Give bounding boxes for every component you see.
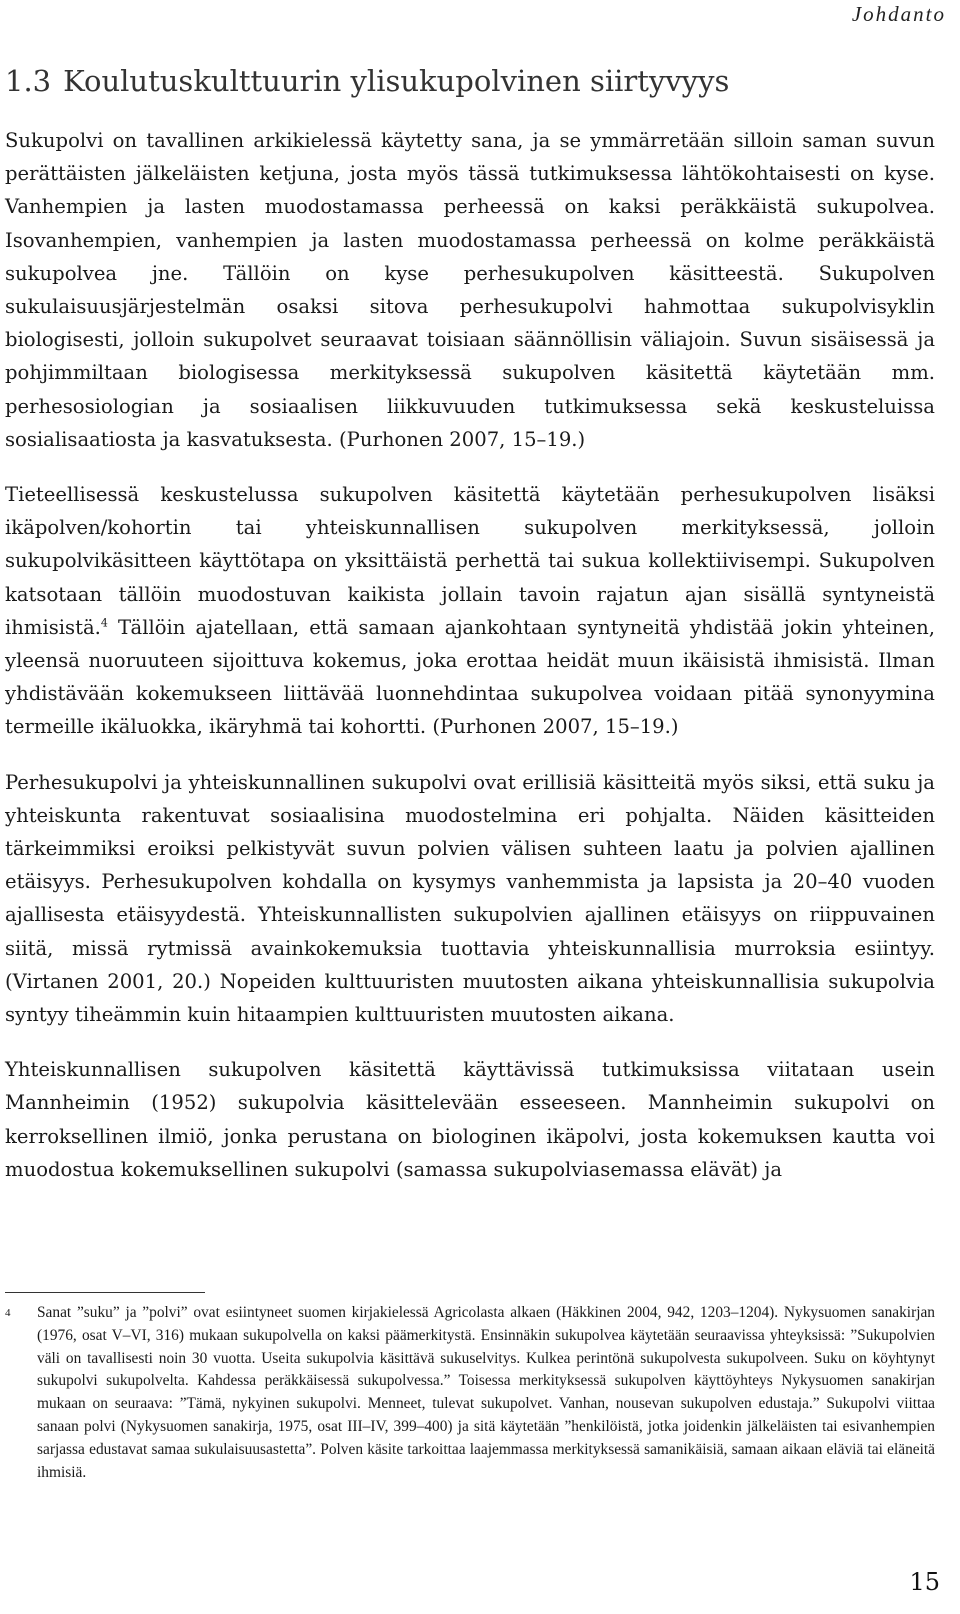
footnote-mark: 4	[5, 1307, 11, 1319]
footnote-text: Sanat ”suku” ja ”polvi” ovat esiintyneet suomen kirjakielessä Agricolasta alkaen (Häkkinen 2004, 942, 1203–1204). Nykysuomen sanakirjan (1976, osat V–VI, 316) mukaan sukupolvella on kaksi päämerkitystä. Ensinnäkin sukupolvea käytetään seuraavissa yhteyksissä: ”Sukupolvien väli on tavallisesti noin 30 vuotta. Useita sukupolvia käsittävä sukuselvitys. Kulkea perintönä sukupolvesta sukupolveen. Suku on köyhtynyt sukupolvi sukupolvelta. Kahdessa peräkkäisessä sukupolvessa.” Toisessa merkityksessä sukupolven käyttöyhteys Nykysuomen sanakirjan mukaan on seuraava: ”Tämä, nykyinen sukupolvi. Menneet, tulevat sukupolvet. Vanhan, nousevan sukupolven edustaja.” Sukupolvi viittaa sanaan polvi (Nykysuomen sanakirja, 1975, osat III–IV, 399–400) ja sitä käytetään ”henkilöistä, jotka joidenkin jälkeläisten tai esivanhempien sarjassa edustavat samaa sukulaisuusastetta”. Polven käsite tarkoittaa laajemmassa merkityksessä samanikäisiä, samaan aikaan eläviä tai eläneitä ihmisiä.	[37, 1304, 935, 1481]
section-title: Koulutuskulttuurin ylisukupolvinen siirtyvyys	[63, 64, 730, 98]
body-text	[5, 124, 935, 1208]
paragraph-2-text-a: Tieteellisessä keskustelussa sukupolven käsitettä käytetään perhesukupolven lisäksi ikäpolven/kohortin tai yhteiskunnallisen sukupolven merkityksessä, jolloin sukupolvikäsitteen käyttötapa on yksittäistä perhettä tai sukua kollektiivisempi. Sukupolven katsotaan tällöin muodostuvan kaikista jollain tavoin rajatun ajan sisällä syntyneistä ihmisistä.	[5, 483, 935, 639]
page-number: 15	[909, 1568, 940, 1596]
footnote-reference[interactable]: 4	[100, 616, 108, 630]
footnote-divider	[5, 1292, 205, 1293]
section-heading	[5, 64, 945, 98]
paragraph-2	[5, 478, 935, 744]
section-number: 1.3	[5, 64, 52, 98]
paragraph-1: Sukupolvi on tavallinen arkikielessä käytetty sana, ja se ymmärretään silloin saman suvun perättäisten jälkeläisten ketjuna, josta myös tässä tutkimuksessa lähtökohtaisesti on kyse. Vanhempien ja lasten muodostamassa perheessä on kaksi peräkkäistä sukupolvea. Isovanhempien, vanhempien ja lasten muodostamassa perheessä on kolme peräkkäistä sukupolvea jne. Tällöin on kyse perhesukupolven käsitteestä. Sukupolven sukulaisuusjärjestelmän osaksi sitova perhesukupolvi hahmottaa sukupolvisyklin biologisesti, jolloin sukupolvet seuraavat toisiaan säännöllisin väliajoin. Suvun sisäisessä ja pohjimmiltaan biologisessa merkityksessä sukupolven käsitettä käytetään mm. perhesosiologian ja sosiaalisen liikkuvuuden tutkimuksessa sekä keskusteluissa sosialisaatiosta ja kasvatuksesta. (Purhonen 2007, 15–19.)	[5, 129, 935, 451]
paragraph-4: Yhteiskunnallisen sukupolven käsitettä käyttävissä tutkimuksissa viitataan usein Mannheimin (1952) sukupolvia käsittelevään esseeseen. Mannheimin sukupolvi on kerroksellinen ilmiö, jonka perustana on biologinen ikäpolvi, josta kokemuksen kautta voi muodostua kokemuksellinen sukupolvi (samassa sukupolviasemassa elävät) ja	[5, 1058, 935, 1181]
paragraph-2-text-b: Tällöin ajatellaan, että samaan ajankohtaan syntyneitä yhdistää jokin yhteinen, yleensä nuoruuteen sijoittuva kokemus, joka erottaa heidät muun ikäisistä ihmisistä. Ilman yhdistävään kokemukseen liittävää luonnehdintaa sukupolvea voidaan pitää synonyymina termeille ikäluokka, ikäryhmä tai kohortti. (Purhonen 2007, 15–19.)	[5, 615, 935, 739]
running-header: Johdanto	[851, 2, 946, 26]
footnote	[5, 1302, 935, 1484]
paragraph-3: Perhesukupolvi ja yhteiskunnallinen sukupolvi ovat erillisiä käsitteitä myös siksi, että suku ja yhteiskunta rakentuvat sosiaalisina muodostelmina eri pohjalta. Näiden käsitteiden tärkeimmiksi eroiksi pelkistyvät suvun polvien välisen suhteen laatu ja polvien ajallinen etäisyys. Perhesukupolven kohdalla on kysymys vanhemmista ja lapsista ja 20–40 vuoden ajallisesta etäisyydestä. Yhteiskunnallisten sukupolvien ajallinen etäisyys on riippuvainen siitä, missä rytmissä avainkokemuksia tuottavia yhteiskunnallisia murroksia esiintyy. (Virtanen 2001, 20.) Nopeiden kulttuuristen muutosten aikana yhteiskunnallisia sukupolvia syntyy tiheämmin kuin hitaampien kulttuuristen muutosten aikana.	[5, 770, 935, 1027]
